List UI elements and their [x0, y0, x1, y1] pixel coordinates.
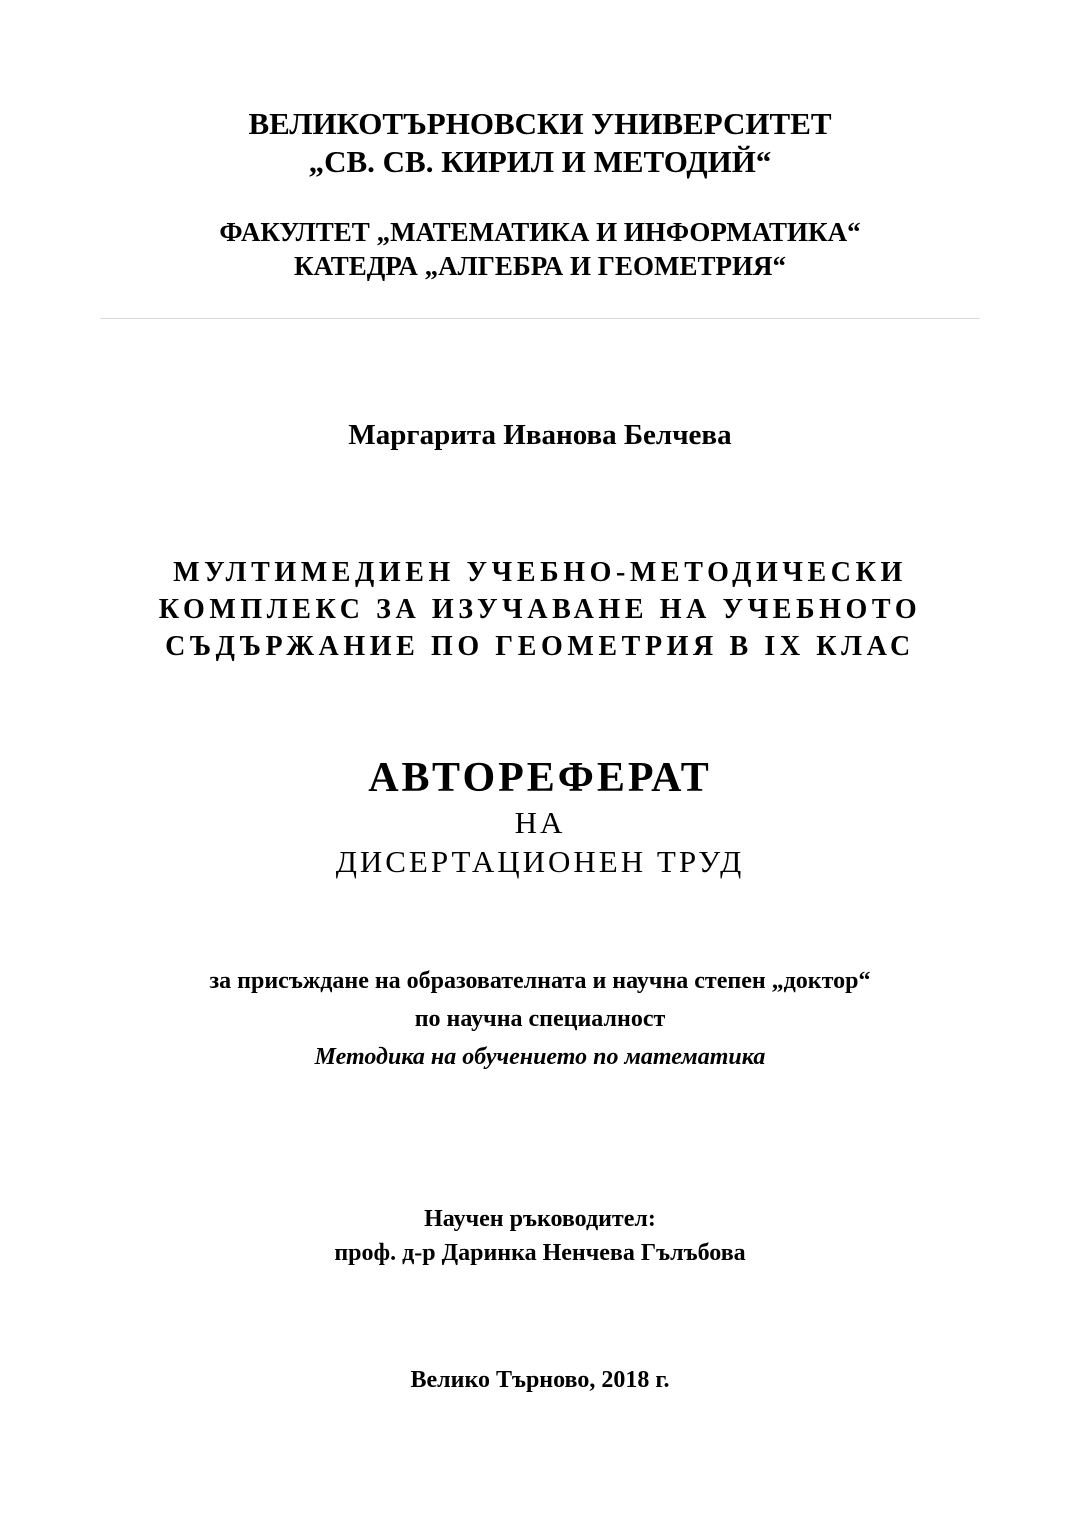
author-name: Маргарита Иванова Белчева	[348, 419, 732, 451]
faculty-name: ФАКУЛТЕТ „МАТЕМАТИКА И ИНФОРМАТИКА“	[219, 217, 861, 247]
thesis-title-line1: МУЛТИМЕДИЕН УЧЕБНО-МЕТОДИЧЕСКИ	[173, 557, 907, 588]
degree-line1: за присъждане на образователната и научна степен „доктор“	[209, 968, 871, 994]
document-type-line3: ДИСЕРТАЦИОНЕН ТРУД	[335, 844, 745, 879]
department-name: КАТЕДРА „АЛГЕБРА И ГЕОМЕТРИЯ“	[294, 251, 786, 281]
supervisor-name: проф. д-р Даринка Ненчева Гълъбова	[334, 1240, 746, 1266]
place-date: Велико Търново, 2018 г.	[410, 1367, 670, 1393]
document-type-line2: НА	[514, 805, 566, 840]
header-divider	[100, 318, 980, 319]
thesis-title-line2: КОМПЛЕКС ЗА ИЗУЧАВАНЕ НА УЧЕБНОТО	[158, 594, 922, 625]
university-name-line2: „СВ. СВ. КИРИЛ И МЕТОДИЙ“	[308, 144, 772, 179]
document-type-title: АВТОРЕФЕРАТ	[368, 755, 712, 801]
thesis-title-line3: СЪДЪРЖАНИЕ ПО ГЕОМЕТРИЯ В IX КЛАС	[165, 631, 915, 662]
degree-line2: по научна специалност	[414, 1006, 666, 1032]
university-name-line1: ВЕЛИКОТЪРНОВСКИ УНИВЕРСИТЕТ	[248, 106, 832, 141]
supervisor-label: Научен ръководител:	[424, 1206, 656, 1232]
degree-specialty: Методика на обучението по математика	[314, 1044, 766, 1070]
